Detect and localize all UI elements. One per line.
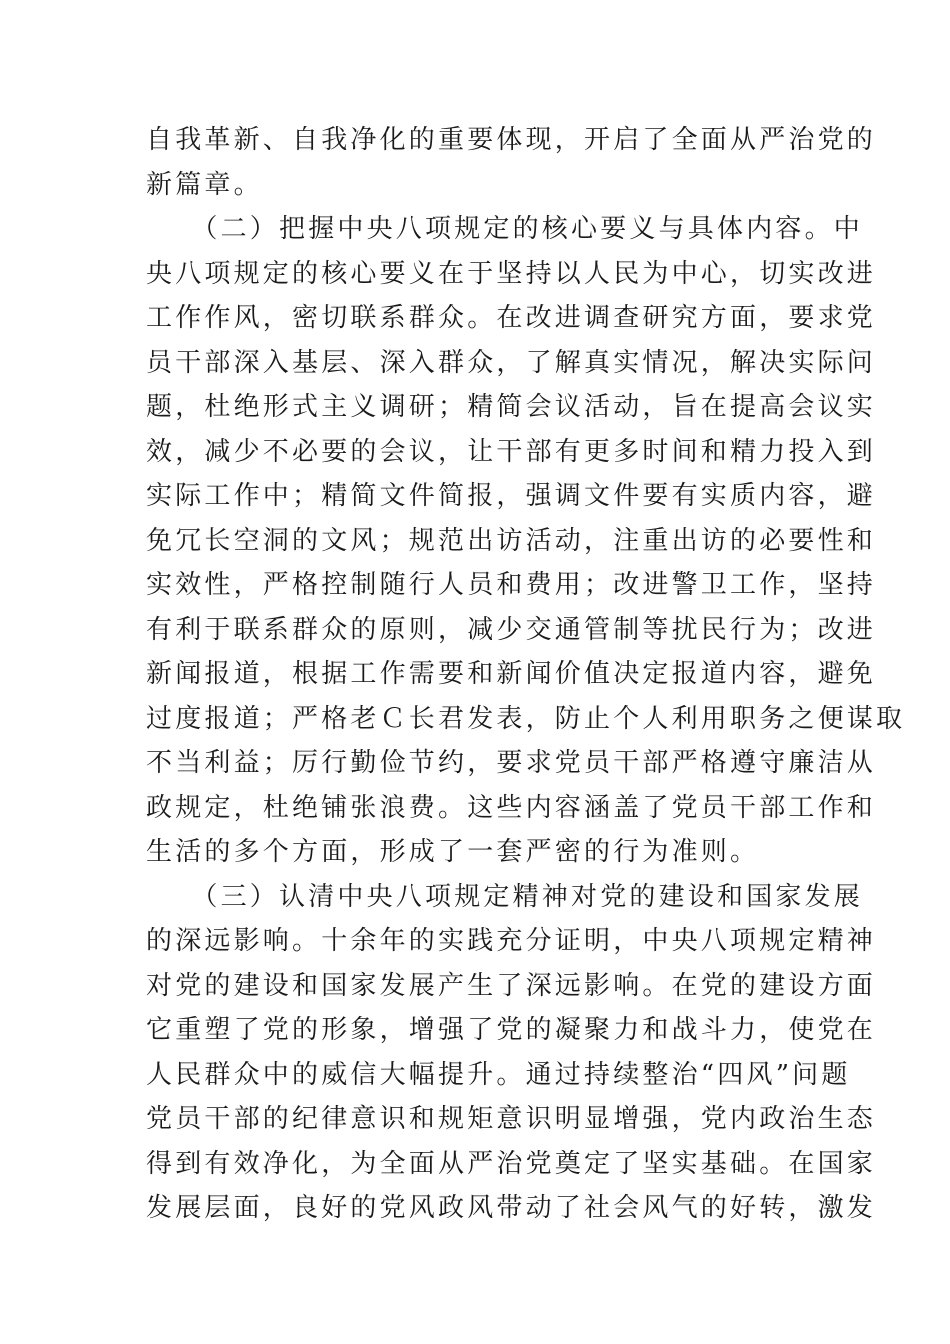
text-line: 政规定，杜绝铺张浪费。这些内容涵盖了党员干部工作和: [146, 792, 877, 823]
text-line: 实效性，严格控制随行人员和费用；改进警卫工作，坚持: [146, 570, 877, 600]
text-line: 自我革新、自我净化的重要体现，开启了全面从严治党的: [146, 125, 877, 155]
text-line: 党员干部的纪律意识和规矩意识明显增强，党内政治生态: [146, 1104, 877, 1134]
text-line: 发展层面，良好的党风政风带动了社会风气的好转，激发: [146, 1193, 877, 1223]
text-line: 人民群众中的威信大幅提升。通过持续整治“四风”问题: [146, 1059, 851, 1090]
text-line: 有利于联系群众的原则，减少交通管制等扰民行为；改进: [146, 614, 877, 645]
text-line: 实际工作中；精简文件简报，强调文件要有实质内容，避: [146, 481, 877, 511]
text-line: 效，减少不必要的会议，让干部有更多时间和精力投入到: [146, 436, 877, 467]
text-line: 员干部深入基层、深入群众，了解真实情况，解决实际问: [146, 347, 877, 378]
text-line: 免冗长空洞的文风；规范出访活动，注重出访的必要性和: [146, 525, 877, 556]
text-line: 央八项规定的核心要义在于坚持以人民为中心，切实改进: [146, 258, 877, 289]
paragraph-3: [146, 875, 877, 1231]
text-line: 不当利益；厉行勤俭节约，要求党员干部严格遵守廉洁从: [146, 748, 877, 778]
text-line: 对党的建设和国家发展产生了深远影响。在党的建设方面: [146, 970, 877, 1001]
text-line: 题，杜绝形式主义调研；精简会议活动，旨在提高会议实: [146, 392, 877, 422]
text-line: 得到有效净化，为全面从严治党奠定了坚实基础。在国家: [146, 1148, 877, 1179]
text-line: 新闻报道，根据工作需要和新闻价值决定报道内容，避免: [146, 659, 877, 689]
text-line: 过度报道；严格老Ｃ长君发表，防止个人利用职务之便谋取: [146, 703, 906, 734]
text-line: 它重塑了党的形象，增强了党的凝聚力和战斗力，使党在: [146, 1015, 877, 1045]
paragraph-1: [146, 118, 877, 207]
text-line: （二）把握中央八项规定的核心要义与具体内容。中: [146, 214, 864, 244]
text-line: 生活的多个方面，形成了一套严密的行为准则。: [146, 837, 760, 867]
text-line: 工作作风，密切联系群众。在改进调查研究方面，要求党: [146, 303, 877, 333]
text-line: 新篇章。: [146, 169, 263, 200]
text-line: 的深远影响。十余年的实践充分证明，中央八项规定精神: [146, 926, 877, 956]
text-line: （三）认清中央八项规定精神对党的建设和国家发展: [146, 881, 864, 912]
paragraph-2: [146, 207, 906, 875]
document-body: [146, 118, 906, 1231]
